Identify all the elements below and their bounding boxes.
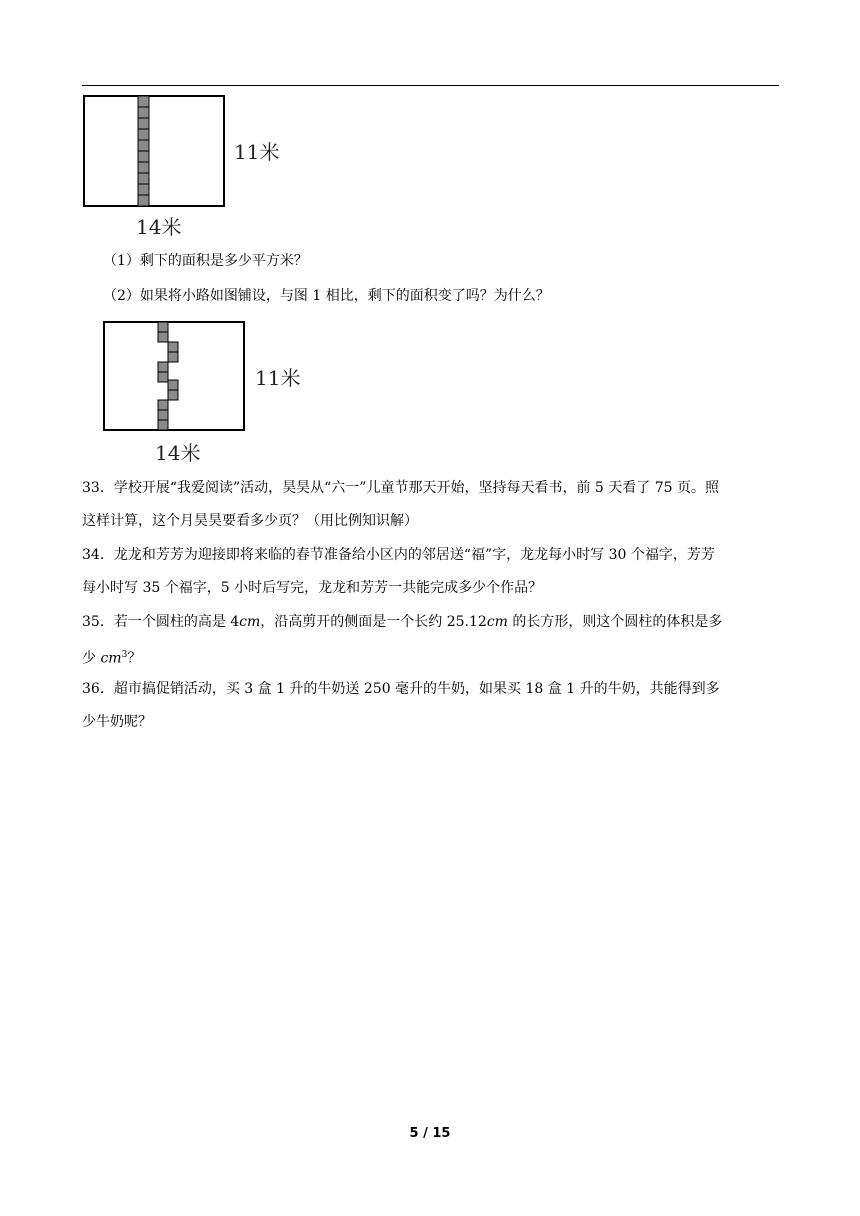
- question-33-line-2: 这样计算，这个月昊昊要看多少页？（用比例知识解）: [82, 513, 418, 529]
- question-34-line-2: 每小时写 35 个福字，5 小时后写完，龙龙和芳芳一共能完成多少个作品？: [82, 580, 543, 596]
- figure-1: [82, 94, 228, 210]
- figure-1-diagram: [82, 94, 228, 210]
- superscript-3: 3: [121, 650, 128, 660]
- question-33-line-1: 33．学校开展“我爱阅读”活动，昊昊从“六一”儿童节那天开始，坚持每天看书，前 5 天看了 75 页。照: [82, 480, 719, 496]
- unit-cm: cm: [486, 614, 508, 630]
- figure-2-height-label: 11米: [255, 366, 301, 390]
- q35-text-e: ？: [127, 650, 142, 667]
- figure-1-width-label: 14米: [136, 215, 182, 239]
- q35-text-a: 35．若一个圆柱的高是 4: [82, 614, 240, 630]
- question-34-line-1: 34．龙龙和芳芳为迎接即将来临的春节准备给小区内的邻居送“福”字，龙龙每小时写 30 个福字，芳芳: [82, 547, 715, 563]
- q35-text-b: ，沿高剪开的侧面是一个长约 25.12: [260, 614, 487, 630]
- page-number: 5 / 15: [409, 1126, 451, 1141]
- question-32-part-2: （2）如果将小路如图铺设，与图 1 相比，剩下的面积变了吗？为什么？: [103, 288, 550, 304]
- q35-text-d: 少: [82, 650, 101, 667]
- question-36-line-1: 36．超市搞促销活动，买 3 盒 1 升的牛奶送 250 毫升的牛奶，如果买 18 盒 1 升的牛奶，共能得到多: [82, 681, 720, 697]
- q35-text-c: 的长方形，则这个圆柱的体积是多: [507, 614, 723, 630]
- figure-2-width-label: 14米: [155, 441, 201, 465]
- straight-path: [138, 96, 149, 206]
- question-36-line-2: 少牛奶呢？: [82, 714, 152, 730]
- question-32-part-1: （1）剩下的面积是多少平方米？: [103, 253, 308, 269]
- question-35-line-1: [82, 612, 722, 632]
- figure-2: [102, 320, 248, 436]
- header-rule: [82, 85, 779, 86]
- figure-1-height-label: 11米: [234, 140, 280, 164]
- unit-cm: cm: [239, 614, 261, 630]
- figure-2-diagram: [102, 320, 248, 436]
- question-35-line-2: [82, 645, 141, 669]
- unit-cm: cm: [100, 650, 122, 667]
